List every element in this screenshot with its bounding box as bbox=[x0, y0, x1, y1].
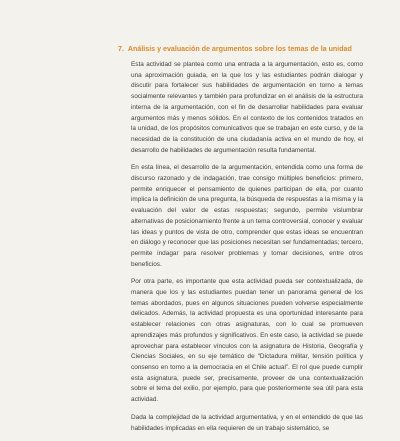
paragraph: En esta línea, el desarrollo de la argumentación, entendida como una forma de discurso razonado y de indagación, trae consigo múltiples beneficios: primero, permite enriquecer el pensamiento de quienes participan de ella, por cuanto implica la definición de una pregunta, la búsqueda de respuestas a la misma y la evaluación del valor de estas respuestas; segundo, permite vislumbrar alternativas de posicionamiento frente a un tema controversial, conocer y evaluar las ideas y puntos de vista de otro, comprender que estas ideas se encuentran en diálogo y reconocer que las posiciones necesitan ser fundamentadas; tercero, permite indagar para resolver problemas y tomar decisiones, entre otros beneficios. bbox=[131, 164, 363, 268]
paragraph: Esta actividad se plantea como una entrada a la argumentación, esto es, como una aproximación guiada, en la que los y las estudiantes podrán dialogar y discutir para fortalecer sus habilidades de argumentación en torno a temas socialmente relevantes y también para profundizar en el análisis de la estructura interna de la argumentación, con el fin de desarrollar habilidades para evaluar argumentos más y menos sólidos. En el contexto de los contenidos tratados en la unidad, de los propósitos comunicativos que se trabajan en este curso, y de la necesidad de la constitución de una ciudadanía activa en el mundo de hoy, el desarrollo de habilidades de argumentación resulta fundamental. bbox=[131, 61, 363, 154]
paragraph: Por otra parte, es importante que esta actividad pueda ser contextualizada, de manera que los y las estudiantes puedan tener un panorama general de los temas abordados, pues en algunos situaciones pueden volverse especialmente delicados. Además, la actividad propuesta es una oportunidad interesante para establecer relaciones con otras asignaturas, con lo cual se promueven aprendizajes más profundos y significativos. En este caso, la actividad se puede aprovechar para establecer vínculos con la asignatura de Historia, Geografía y Ciencias Sociales, en su eje temático de “Dictadura militar, tensión política y consenso en torno a la democracia en el Chile actual”. El rol que puede cumplir esta asignatura, puede ser, precisamente, proveer de una contextualización sobre el tema del exilio, por ejemplo, para que posteriormente sea útil para esta actividad. bbox=[131, 278, 363, 404]
paragraph: Dada la complejidad de la actividad argumentativa, y en el entendido de que las habilidades implicadas en ella requieren de un trabajo sistemático, se bbox=[131, 413, 363, 432]
section-title: Análisis y evaluación de argumentos sobre los temas de la unidad bbox=[127, 45, 352, 53]
section-body bbox=[131, 60, 363, 441]
section-heading bbox=[118, 44, 388, 54]
section-number: 7. bbox=[118, 45, 124, 53]
